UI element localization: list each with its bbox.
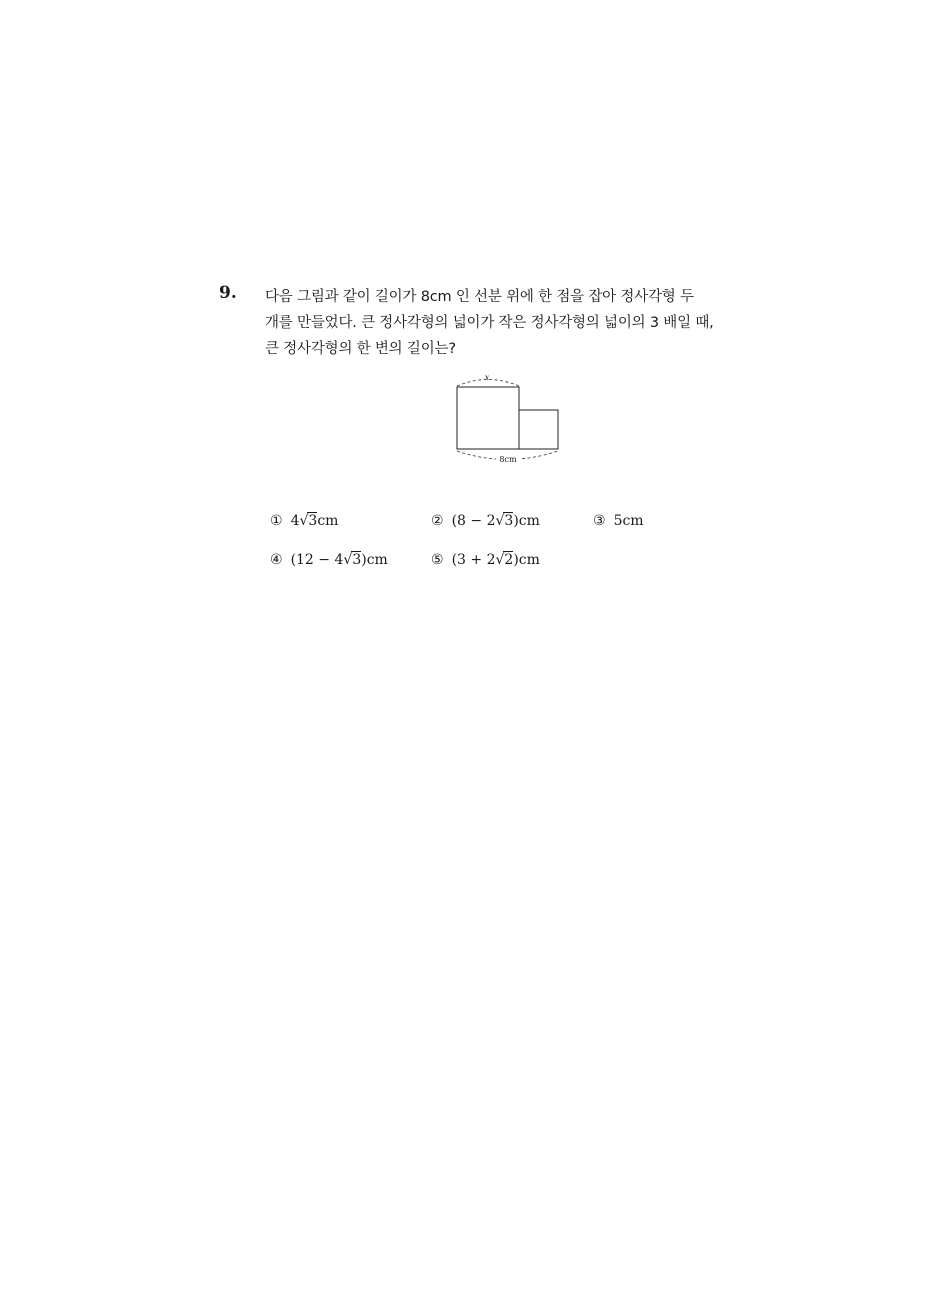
choice-marker: ④ (270, 552, 283, 568)
choice-marker: ② (431, 513, 444, 529)
squares-figure (450, 370, 565, 468)
choice-4[interactable] (270, 552, 388, 568)
top-dimension-label: x (484, 373, 490, 382)
choice-2[interactable] (431, 513, 540, 529)
sqrt: √3 (299, 513, 318, 529)
radicand: 3 (308, 513, 318, 529)
bottom-dimension-label: 8cm (499, 455, 517, 464)
choice-text-after: cm (317, 513, 339, 529)
choice-text-before: (8 − 2 (451, 513, 496, 529)
question-number: 9. (219, 283, 237, 303)
choice-text-after: )cm (513, 513, 540, 529)
radicand: 3 (504, 513, 514, 529)
question-line-3: 큰 정사각형의 한 변의 길이는? (265, 341, 456, 357)
choice-marker: ③ (593, 513, 606, 529)
choice-3[interactable] (593, 513, 644, 529)
choice-marker: ① (270, 513, 283, 529)
radicand: 3 (352, 552, 362, 568)
choice-text-before: (12 − 4 (290, 552, 344, 568)
question-line-1: 다음 그림과 같이 길이가 8cm 인 선분 위에 한 점을 잡아 정사각형 두 (265, 289, 694, 305)
choice-text-after: )cm (513, 552, 540, 568)
choice-1[interactable] (270, 513, 338, 529)
large-square (457, 387, 519, 449)
choice-text-before: 4 (290, 513, 300, 529)
question-line-2: 개를 만들었다. 큰 정사각형의 넓이가 작은 정사각형의 넓이의 3 배일 때, (265, 315, 714, 331)
question-text (265, 284, 765, 362)
small-square (519, 410, 558, 449)
choice-text: 5cm (613, 513, 644, 529)
sqrt: √3 (343, 552, 362, 568)
choice-5[interactable] (431, 552, 540, 568)
choice-text-before: (3 + 2 (451, 552, 496, 568)
sqrt: √2 (495, 552, 514, 568)
squares-diagram (450, 370, 565, 468)
choice-marker: ⑤ (431, 552, 444, 568)
radicand: 2 (504, 552, 514, 568)
choice-text-after: )cm (361, 552, 388, 568)
sqrt: √3 (495, 513, 514, 529)
